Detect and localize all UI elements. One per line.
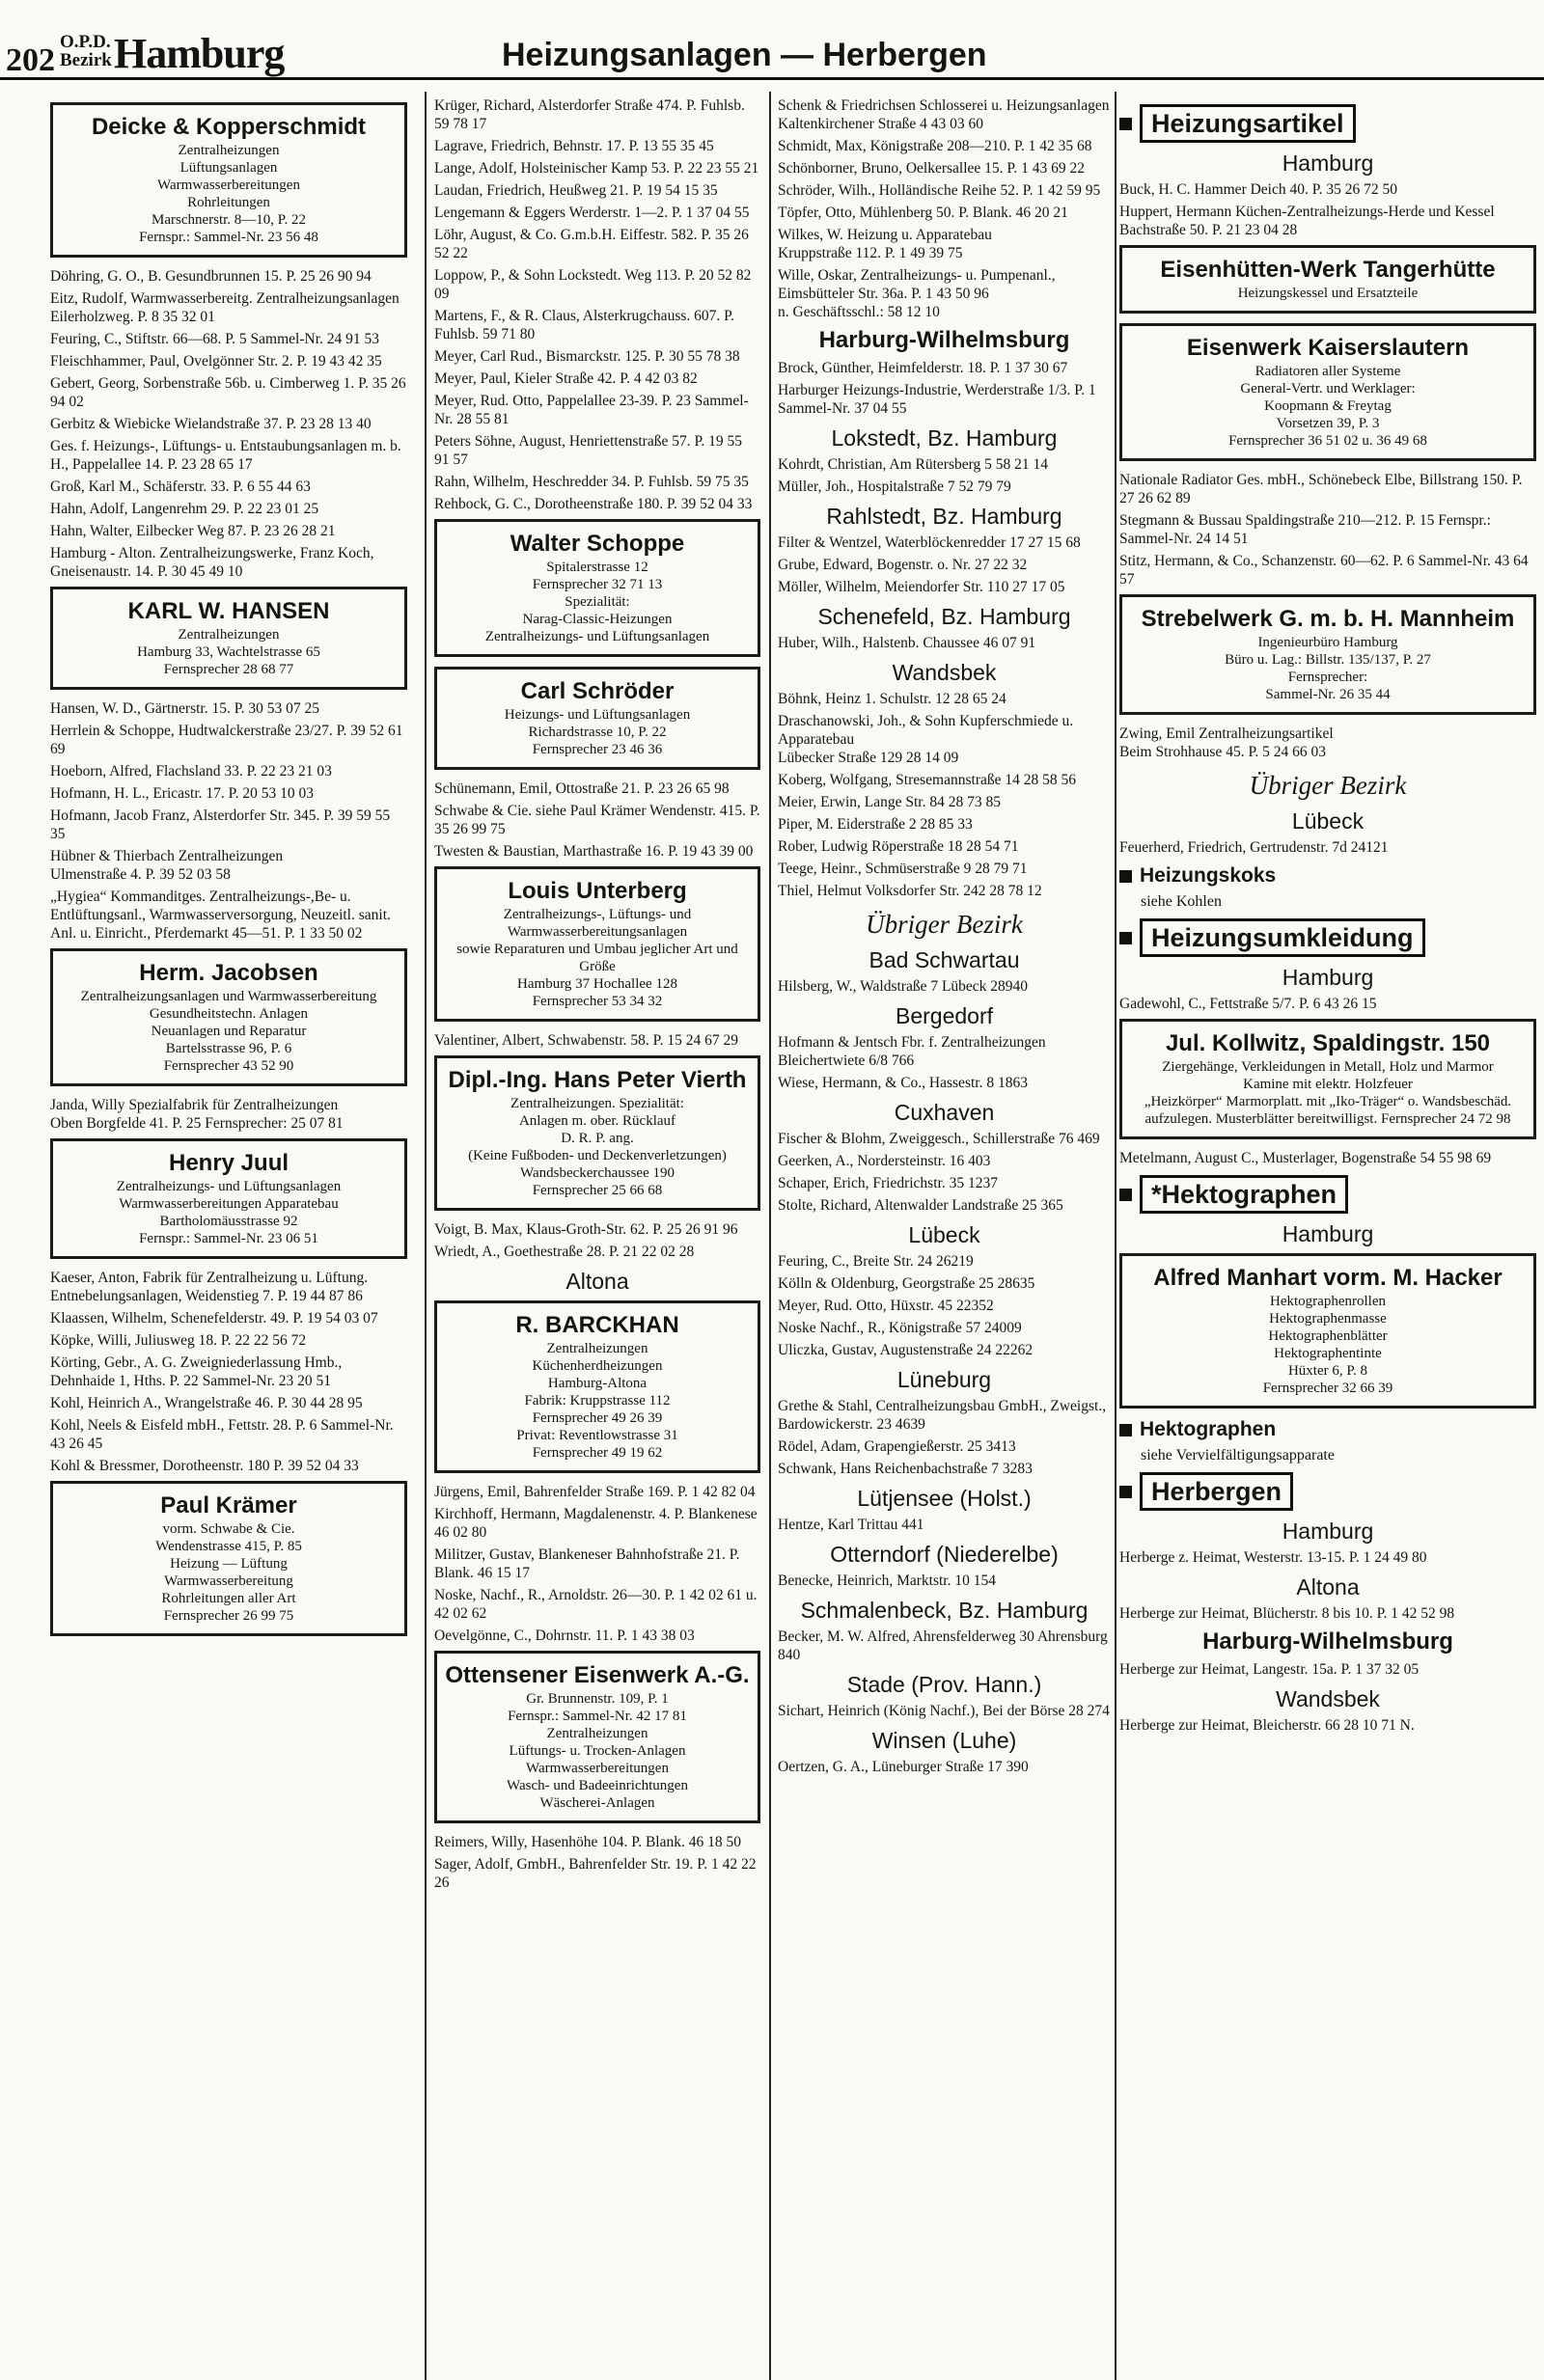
category-square-icon — [1119, 1486, 1132, 1498]
category-square-icon — [1119, 1424, 1132, 1436]
listing-entry: Meyer, Carl Rud., Bismarckstr. 125. P. 30 55 78 38 — [434, 348, 740, 365]
advert-box — [434, 1055, 760, 1211]
listing-entry: Gebert, Georg, Sorbenstraße 56b. u. Cimberweg 1. P. 35 26 94 02 — [50, 375, 406, 410]
listing-entry: Schaper, Erich, Friedrichstr. 35 1237 — [778, 1175, 998, 1191]
listing-entry: Gerbitz & Wiebicke Wielandstraße 37. P. 23 28 13 40 — [50, 416, 372, 432]
town-heading: Stade (Prov. Hann.) — [846, 1672, 1042, 1697]
listing-entry: Hilsberg, W., Waldstraße 7 Lübeck 28940 — [778, 978, 1029, 995]
town-heading: Lübeck — [1291, 808, 1365, 834]
listing-entry: Stegmann & Bussau Spaldingstraße 210—212. P. 15 Fernspr.: Sammel-Nr. 24 14 51 — [1119, 512, 1491, 547]
listing-entry: Wilkes, W. Heizung u. Apparatebau Kruppstraße 112. P. 1 49 39 75 — [778, 227, 992, 261]
listing-entry: Stolte, Richard, Altenwalder Landstraße 25 365 — [778, 1197, 1063, 1214]
advert-text: Heizungskessel und Ersatzteile — [1237, 286, 1419, 301]
advert-box — [1119, 1253, 1536, 1409]
listing-entry: Huber, Wilh., Halstenb. Chaussee 46 07 91 — [778, 635, 1036, 651]
listing-entry: Noske Nachf., R., Königstraße 57 24009 — [778, 1320, 1022, 1336]
listing-entry: Buck, H. C. Hammer Deich 40. P. 35 26 72 50 — [1119, 181, 1398, 198]
advert-text: Zentralheizungs- und Lüftungsanlagen Warmwasserbereitungen Apparatebau Bartholomäusstrasse 92 Fernspr.: Sammel-Nr. 23 06 51 — [116, 1179, 342, 1246]
column-4 — [1119, 96, 1536, 1738]
town-heading: Winsen (Luhe) — [871, 1728, 1017, 1753]
listing-entry: Uliczka, Gustav, Augustenstraße 24 22262 — [778, 1342, 1034, 1358]
listing-entry: Kohrdt, Christian, Am Rütersberg 5 58 21 14 — [778, 456, 1048, 473]
listing-entry: Twesten & Baustian, Marthastraße 16. P. 19 43 39 00 — [434, 843, 754, 860]
listing-entry: Rober, Ludwig Röperstraße 18 28 54 71 — [778, 838, 1019, 855]
region-heading: Harburg-Wilhelmsburg — [818, 327, 1070, 353]
district-heading: Übriger Bezirk — [1249, 771, 1407, 800]
advert-title: Walter Schoppe — [510, 531, 685, 557]
advert-text: Zentralheizungsanlagen und Warmwasserbereitung Gesundheitstechn. Anlagen Neuanlagen und Reparatur Bartelsstrasse 96, P. 6 Fernsprecher 43 52 90 — [80, 989, 377, 1074]
listing-entry: Kohl, Neels & Eisfeld mbH., Fettstr. 28. P. 6 Sammel-Nr. 43 26 45 — [50, 1417, 394, 1452]
category-heading — [1119, 918, 1536, 957]
town-heading: Hamburg — [1282, 1518, 1374, 1544]
listing-entry: Thiel, Helmut Volksdorfer Str. 242 28 78 12 — [778, 883, 1042, 899]
opd-label — [60, 33, 112, 69]
category-heading — [1119, 1418, 1536, 1441]
listing-entry: Schmidt, Max, Königstraße 208—210. P. 1 42 35 68 — [778, 138, 1092, 154]
advert-title: KARL W. HANSEN — [127, 598, 330, 624]
category-see-also: siehe Vervielfältigungsapparate — [1141, 1447, 1335, 1464]
listing-entry: Hamburg - Alton. Zentralheizungswerke, Franz Koch, Gneisenaustr. 14. P. 30 45 49 10 — [50, 545, 374, 580]
listing-entry: Oevelgönne, C., Dohrnstr. 11. P. 1 43 38 03 — [434, 1628, 695, 1644]
listing-entry: Schünemann, Emil, Ottostraße 21. P. 23 26 65 98 — [434, 780, 730, 797]
listing-entry: Kohl & Bressmer, Dorotheenstr. 180 P. 39 52 04 33 — [50, 1458, 359, 1474]
listing-entry: Hoeborn, Alfred, Flachsland 33. P. 22 23 21 03 — [50, 763, 332, 780]
listing-entry: Geerken, A., Nordersteinstr. 16 403 — [778, 1153, 991, 1169]
region-heading: Harburg-Wilhelmsburg — [1202, 1628, 1453, 1655]
listing-entry: Hübner & Thierbach Zentralheizungen Ulmenstraße 4. P. 39 52 03 58 — [50, 848, 284, 883]
category-heading — [1119, 864, 1536, 888]
advert-title: Alfred Manhart vorm. M. Hacker — [1153, 1265, 1503, 1291]
listing-entry: Schröder, Wilh., Holländische Reihe 52. P. 1 42 59 95 — [778, 182, 1101, 199]
column-2 — [434, 96, 760, 1896]
listing-entry: Janda, Willy Spezialfabrik für Zentralheizungen Oben Borgfelde 41. P. 25 Fernsprecher: 25 07 81 — [50, 1097, 344, 1132]
category-heading — [1119, 1472, 1536, 1511]
advert-box — [1119, 245, 1536, 314]
listing-entry: Grube, Edward, Bogenstr. o. Nr. 27 22 32 — [778, 557, 1028, 573]
advert-box — [434, 1300, 760, 1473]
listing-entry: Eitz, Rudolf, Warmwasserbereitg. Zentralheizungsanlagen Eilerholzweg. P. 8 35 32 01 — [50, 290, 400, 325]
listing-entry: Gadewohl, C., Fettstraße 5/7. P. 6 43 26 15 — [1119, 996, 1377, 1012]
category-title: Herbergen — [1140, 1472, 1293, 1511]
listing-entry: Feuring, C., Stiftstr. 66—68. P. 5 Sammel-Nr. 24 91 53 — [50, 331, 380, 347]
advert-text: Zentralheizungen Hamburg 33, Wachtelstrasse 65 Fernsprecher 28 68 77 — [137, 627, 320, 677]
listing-entry: Hofmann, Jacob Franz, Alsterdorfer Str. 345. P. 39 59 55 35 — [50, 807, 391, 842]
listing-entry: Groß, Karl M., Schäferstr. 33. P. 6 55 44 63 — [50, 479, 311, 495]
listing-entry: Noske, Nachf., R., Arnoldstr. 26—30. P. 1 42 02 61 u. 42 02 62 — [434, 1587, 758, 1622]
listing-entry: Schenk & Friedrichsen Schlosserei u. Heizungsanlagen Kaltenkirchener Straße 4 43 03 60 — [778, 97, 1110, 132]
advert-title: Carl Schröder — [520, 678, 675, 704]
advert-box — [434, 866, 760, 1022]
opd-text: O.P.D. — [60, 32, 111, 52]
advert-text: Ziergehänge, Verkleidungen in Metall, Holz und Marmor Kamine mit elektr. Holzfeuer „Heizkörper“ Marmorplatt. mit „Iko-Träger“ o. Wandsbeschäd. aufzulegen. Musterblätter bereitwilligst. Fernsprecher 24 72 98 — [1144, 1059, 1512, 1127]
advert-text: Zentralheizungen. Spezialität: Anlagen m. ober. Rücklauf D. R. P. ang. (Keine Fußboden- und Deckenverletzungen) Wandsbeckerchaussee 190 Fernsprecher 25 66 68 — [468, 1096, 727, 1198]
listing-entry: Kölln & Oldenburg, Georgstraße 25 28635 — [778, 1275, 1035, 1292]
listing-entry: Piper, M. Eiderstraße 2 28 85 33 — [778, 816, 973, 833]
town-heading: Cuxhaven — [894, 1100, 995, 1125]
listing-entry: Herberge zur Heimat, Bleicherstr. 66 28 10 71 N. — [1119, 1717, 1415, 1734]
advert-title: Strebelwerk G. m. b. H. Mannheim — [1141, 606, 1515, 632]
town-heading: Lokstedt, Bz. Hamburg — [831, 425, 1058, 451]
listing-entry: Wriedt, A., Goethestraße 28. P. 21 22 02 28 — [434, 1244, 695, 1260]
listing-entry: Stitz, Hermann, & Co., Schanzenstr. 60—62. P. 6 Sammel-Nr. 43 64 57 — [1119, 553, 1529, 588]
advert-title: Deicke & Kopperschmidt — [91, 114, 367, 140]
listing-entry: Reimers, Willy, Hasenhöhe 104. P. Blank. 46 18 50 — [434, 1834, 741, 1850]
listing-entry: „Hygiea“ Kommanditges. Zentralheizungs-,Be- u. Entlüftungsanl., Warmwasserversorgung, Neuzeitl. sanit. Anl. u. Einricht., Pferdemarkt 45—51. P. 1 33 50 02 — [50, 889, 391, 942]
listing-entry: Becker, M. W. Alfred, Ahrensfelderweg 30 Ahrensburg 840 — [778, 1628, 1108, 1663]
town-heading: Altona — [565, 1269, 629, 1294]
category-square-icon — [1119, 1189, 1132, 1201]
column-3 — [778, 96, 1111, 1780]
listing-entry: Meier, Erwin, Lange Str. 84 28 73 85 — [778, 794, 1001, 810]
advert-title: Eisenhütten-Werk Tangerhütte — [1160, 257, 1496, 283]
town-heading: Otterndorf (Niederelbe) — [830, 1542, 1059, 1567]
district-heading: Übriger Bezirk — [866, 910, 1023, 939]
listing-entry: Valentiner, Albert, Schwabenstr. 58. P. 15 24 67 29 — [434, 1032, 738, 1049]
advert-text: Zentralheizungs-, Lüftungs- und Warmwasserbereitungsanlagen sowie Reparaturen und Umbau jeglicher Art und Größe Hamburg 37 Hochallee 128 Fernsprecher 53 34 32 — [456, 907, 738, 1009]
listing-entry: Schwank, Hans Reichenbachstraße 7 3283 — [778, 1461, 1033, 1477]
listing-entry: Huppert, Hermann Küchen-Zentralheizungs-Herde und Kessel Bachstraße 50. P. 21 23 04 28 — [1119, 204, 1495, 238]
listing-entry: Herberge zur Heimat, Langestr. 15a. P. 1 37 32 05 — [1119, 1661, 1420, 1678]
listing-entry: Militzer, Gustav, Blankeneser Bahnhofstraße 21. P. Blank. 46 15 17 — [434, 1546, 740, 1581]
listing-entry: Wille, Oskar, Zentralheizungs- u. Pumpenanl., Eimsbütteler Str. 36a. P. 1 43 50 96 n. Geschäftsschl.: 58 12 10 — [778, 267, 1056, 320]
advert-box — [50, 587, 407, 690]
town-heading: Schenefeld, Bz. Hamburg — [817, 604, 1071, 629]
category-reference — [1119, 1418, 1536, 1464]
town-heading: Bad Schwartau — [868, 947, 1020, 972]
listing-entry: Draschanowski, Joh., & Sohn Kupferschmiede u. Apparatebau Lübecker Straße 129 28 14 09 — [778, 713, 1074, 766]
advert-box — [434, 1651, 760, 1823]
town-heading: Hamburg — [1282, 1221, 1374, 1246]
listing-entry: Oertzen, G. A., Lüneburger Straße 17 390 — [778, 1759, 1029, 1775]
advert-text: Gr. Brunnenstr. 109, P. 1 Fernspr.: Sammel-Nr. 42 17 81 Zentralheizungen Lüftungs- u. Trocken-Anlagen Warmwasserbereitungen Wasch- und Badeeinrichtungen Wäscherei-Anlagen — [507, 1691, 688, 1811]
advert-box — [50, 1138, 407, 1259]
advert-box — [50, 1481, 407, 1636]
listing-entry: Fleischhammer, Paul, Ovelgönner Str. 2. P. 19 43 42 35 — [50, 353, 382, 369]
listing-entry: Meyer, Rud. Otto, Pappelallee 23-39. P. 23 Sammel-Nr. 28 55 81 — [434, 393, 749, 427]
city-title: Hamburg — [114, 30, 285, 77]
listing-entry: Feuerherd, Friedrich, Gertrudenstr. 7d 24121 — [1119, 839, 1389, 856]
advert-box — [50, 102, 407, 258]
advert-title: R. BARCKHAN — [515, 1312, 679, 1338]
advert-box — [1119, 323, 1536, 461]
town-heading: Hamburg — [1282, 150, 1374, 176]
listing-entry: Metelmann, August C., Musterlager, Bogenstraße 54 55 98 69 — [1119, 1150, 1492, 1166]
listing-entry: Fischer & Blohm, Zweiggesch., Schillerstraße 76 469 — [778, 1131, 1100, 1147]
category-square-icon — [1119, 870, 1132, 883]
listing-entry: Körting, Gebr., A. G. Zweigniederlassung Hmb., Dehnhaide 1, Hths. P. 22 Sammel-Nr. 23 20 51 — [50, 1354, 343, 1389]
listing-entry: Kaeser, Anton, Fabrik für Zentralheizung u. Lüftung. Entnebelungsanlagen, Weidenstieg 7. P. 19 44 87 86 — [50, 1270, 369, 1304]
listing-entry: Brock, Günther, Heimfelderstr. 18. P. 1 37 30 67 — [778, 360, 1068, 376]
listing-entry: Möller, Wilhelm, Meiendorfer Str. 110 27 17 05 — [778, 579, 1065, 595]
listing-entry: Lange, Adolf, Holsteinischer Kamp 53. P. 22 23 55 21 — [434, 160, 759, 177]
column-divider — [769, 92, 771, 2380]
listing-entry: Herberge z. Heimat, Westerstr. 13-15. P. 1 24 49 80 — [1119, 1549, 1427, 1566]
listing-entry: Nationale Radiator Ges. mbH., Schönebeck Elbe, Billstrang 150. P. 27 26 62 89 — [1119, 472, 1523, 506]
advert-title: Henry Juul — [168, 1150, 290, 1176]
listing-entry: Filter & Wentzel, Waterblöckenredder 17 27 15 68 — [778, 534, 1081, 551]
town-heading: Lütjensee (Holst.) — [857, 1486, 1032, 1511]
advert-title: Jul. Kollwitz, Spaldingstr. 150 — [1165, 1030, 1491, 1056]
advert-title: Herm. Jacobsen — [139, 960, 318, 986]
listing-entry: Kirchhoff, Hermann, Magdalenenstr. 4. P. Blankenese 46 02 80 — [434, 1506, 758, 1541]
listing-entry: Grethe & Stahl, Centralheizungsbau GmbH., Zweigst., Bardowickerstr. 23 4639 — [778, 1398, 1107, 1433]
listing-entry: Rehbock, G. C., Dorotheenstraße 180. P. 39 52 04 33 — [434, 496, 753, 512]
listing-entry: Harburger Heizungs-Industrie, Werderstraße 1/3. P. 1 Sammel-Nr. 37 04 55 — [778, 382, 1096, 417]
listing-entry: Loppow, P., & Sohn Lockstedt. Weg 113. P. 20 52 82 09 — [434, 267, 752, 302]
listing-entry: Lengemann & Eggers Werderstr. 1—2. P. 1 37 04 55 — [434, 205, 750, 221]
advert-box — [434, 519, 760, 657]
listing-entry: Herberge zur Heimat, Blücherstr. 8 bis 10. P. 1 42 52 98 — [1119, 1605, 1455, 1622]
advert-title: Louis Unterberg — [508, 878, 687, 904]
column-1 — [50, 96, 407, 1646]
town-heading: Lüneburg — [896, 1367, 992, 1392]
advert-text: Spitalerstrasse 12 Fernsprecher 32 71 13 Spezialität: Narag-Classic-Heizungen Zentralheizungs- und Lüftungsanlagen — [484, 560, 710, 644]
category-square-icon — [1119, 118, 1132, 130]
town-heading: Lübeck — [908, 1222, 980, 1247]
category-heading — [1119, 1175, 1536, 1214]
town-heading: Schmalenbeck, Bz. Hamburg — [800, 1598, 1089, 1623]
column-divider — [1115, 92, 1117, 2380]
listing-entry: Schönborner, Bruno, Oelkersallee 15. P. 1 43 69 22 — [778, 160, 1085, 177]
category-square-icon — [1119, 932, 1132, 944]
listing-entry: Feuring, C., Breite Str. 24 26219 — [778, 1253, 974, 1270]
listing-entry: Schwabe & Cie. siehe Paul Krämer Wendenstr. 415. P. 35 26 99 75 — [434, 803, 760, 837]
advert-box — [1119, 594, 1536, 715]
listing-entry: Meyer, Rud. Otto, Hüxstr. 45 22352 — [778, 1298, 994, 1314]
town-heading: Wandsbek — [892, 660, 997, 685]
category-heading — [1119, 104, 1536, 143]
listing-entry: Müller, Joh., Hospitalstraße 7 52 79 79 — [778, 479, 1011, 495]
listing-entry: Teege, Heinr., Schmüserstraße 9 28 79 71 — [778, 861, 1028, 877]
column-divider — [425, 92, 427, 2380]
listing-entry: Jürgens, Emil, Bahrenfelder Straße 169. P. 1 42 82 04 — [434, 1484, 756, 1500]
listing-entry: Benecke, Heinrich, Marktstr. 10 154 — [778, 1573, 996, 1589]
category-title: *Hektographen — [1140, 1175, 1348, 1214]
advert-box — [50, 948, 407, 1086]
advert-box — [1119, 1019, 1536, 1139]
listing-entry: Ges. f. Heizungs-, Lüftungs- u. Entstaubungsanlagen m. b. H., Pappelallee 14. P. 23 28 65 17 — [50, 438, 401, 473]
listing-entry: Rödel, Adam, Grapengießerstr. 25 3413 — [778, 1438, 1016, 1455]
listing-entry: Zwing, Emil Zentralheizungsartikel Beim Strohhause 45. P. 5 24 66 03 — [1119, 725, 1334, 760]
town-heading: Bergedorf — [895, 1003, 993, 1028]
header-rule — [0, 77, 1544, 80]
town-heading: Hamburg — [1282, 965, 1374, 990]
listing-entry: Lagrave, Friedrich, Behnstr. 17. P. 13 55 35 45 — [434, 138, 714, 154]
bezirk-text: Bezirk — [60, 50, 112, 70]
listing-entry: Peters Söhne, August, Henriettenstraße 57. P. 19 55 91 57 — [434, 433, 743, 468]
listing-entry: Hentze, Karl Trittau 441 — [778, 1517, 924, 1533]
listing-entry: Koberg, Wolfgang, Stresemannstraße 14 28 58 56 — [778, 772, 1076, 788]
listing-entry: Hofmann & Jentsch Fbr. f. Zentralheizungen Bleichertwiete 6/8 766 — [778, 1034, 1046, 1069]
listing-entry: Klaassen, Wilhelm, Schenefelderstr. 49. P. 19 54 03 07 — [50, 1310, 378, 1327]
listing-entry: Herrlein & Schoppe, Hudtwalckerstraße 23/27. P. 39 52 61 69 — [50, 723, 403, 757]
listing-entry: Wiese, Hermann, & Co., Hassestr. 8 1863 — [778, 1075, 1028, 1091]
listing-entry: Töpfer, Otto, Mühlenberg 50. P. Blank. 46 20 21 — [778, 205, 1068, 221]
listing-entry: Köpke, Willi, Juliusweg 18. P. 22 22 56 72 — [50, 1332, 307, 1349]
advert-text: Zentralheizungen Lüftungsanlagen Warmwasserbereitungen Rohrleitungen Marschnerstr. 8—10, P. 22 Fernspr.: Sammel-Nr. 23 56 48 — [139, 143, 318, 245]
listing-entry: Hansen, W. D., Gärtnerstr. 15. P. 30 53 07 25 — [50, 700, 319, 717]
advert-title: Eisenwerk Kaiserslautern — [1186, 335, 1470, 361]
advert-text: Hektographenrollen Hektographenmasse Hektographenblätter Hektographentinte Hüxter 6, P. 8 Fernsprecher 32 66 39 — [1262, 1294, 1393, 1396]
listing-entry: Meyer, Paul, Kieler Straße 42. P. 4 42 03 82 — [434, 370, 698, 387]
listing-entry: Sichart, Heinrich (König Nachf.), Bei der Börse 28 274 — [778, 1703, 1110, 1719]
listing-entry: Krüger, Richard, Alsterdorfer Straße 474. P. Fuhlsb. 59 78 17 — [434, 97, 745, 132]
advert-text: Radiatoren aller Systeme General-Vertr. und Werklager: Koopmann & Freytag Vorsetzen 39, P. 3 Fernsprecher 36 51 02 u. 36 49 68 — [1228, 364, 1427, 449]
category-reference — [1119, 864, 1536, 911]
town-heading: Altona — [1296, 1574, 1360, 1600]
advert-title: Paul Krämer — [160, 1492, 297, 1518]
town-heading: Wandsbek — [1276, 1686, 1380, 1711]
advert-box — [434, 667, 760, 770]
page-title: Heizungsanlagen — Herbergen — [502, 37, 987, 73]
page-number: 202 — [6, 42, 55, 78]
listing-entry: Hofmann, H. L., Ericastr. 17. P. 20 53 10 03 — [50, 785, 314, 802]
listing-entry: Laudan, Friedrich, Heußweg 21. P. 19 54 15 35 — [434, 182, 718, 199]
advert-title: Dipl.-Ing. Hans Peter Vierth — [448, 1067, 747, 1093]
listing-entry: Voigt, B. Max, Klaus-Groth-Str. 62. P. 25 26 91 96 — [434, 1221, 738, 1238]
category-title: Heizungskoks — [1140, 864, 1277, 887]
listing-entry: Martens, F., & R. Claus, Alsterkrugchauss. 607. P. Fuhlsb. 59 71 80 — [434, 308, 734, 342]
town-heading: Rahlstedt, Bz. Hamburg — [826, 504, 1062, 529]
advert-text: Ingenieurbüro Hamburg Büro u. Lag.: Billstr. 135/137, P. 27 Fernsprecher: Sammel-Nr. 26 35 44 — [1225, 635, 1431, 702]
listing-entry: Sager, Adolf, GmbH., Bahrenfelder Str. 19. P. 1 42 22 26 — [434, 1856, 757, 1891]
advert-text: Heizungs- und Lüftungsanlagen Richardstrasse 10, P. 22 Fernsprecher 23 46 36 — [504, 707, 691, 757]
category-title: Hektographen — [1140, 1418, 1277, 1440]
category-title: Heizungsumkleidung — [1140, 918, 1425, 957]
listing-entry: Hahn, Adolf, Langenrehm 29. P. 22 23 01 25 — [50, 501, 319, 517]
advert-text: vorm. Schwabe & Cie. Wendenstrasse 415, P. 85 Heizung — Lüftung Warmwasserbereitung Rohrleitungen aller Art Fernsprecher 26 99 75 — [155, 1521, 302, 1624]
category-title: Heizungsartikel — [1140, 104, 1356, 143]
listing-entry: Kohl, Heinrich A., Wrangelstraße 46. P. 30 44 28 95 — [50, 1395, 363, 1411]
listing-entry: Böhnk, Heinz 1. Schulstr. 12 28 65 24 — [778, 691, 1006, 707]
advert-text: Zentralheizungen Küchenherdheizungen Hamburg-Altona Fabrik: Kruppstrasse 112 Fernsprecher 49 26 39 Privat: Reventlowstrasse 31 Fernsprecher 49 19 62 — [516, 1341, 678, 1461]
category-see-also: siehe Kohlen — [1141, 893, 1222, 910]
listing-entry: Hahn, Walter, Eilbecker Weg 87. P. 23 26 28 21 — [50, 523, 336, 539]
listing-entry: Rahn, Wilhelm, Heschredder 34. P. Fuhlsb. 59 75 35 — [434, 474, 749, 490]
listing-entry: Döhring, G. O., B. Gesundbrunnen 15. P. 25 26 90 94 — [50, 268, 372, 285]
page-header — [0, 0, 1544, 77]
listing-entry: Löhr, August, & Co. G.m.b.H. Eiffestr. 582. P. 35 26 52 22 — [434, 227, 749, 261]
advert-title: Ottensener Eisenwerk A.-G. — [445, 1662, 750, 1688]
